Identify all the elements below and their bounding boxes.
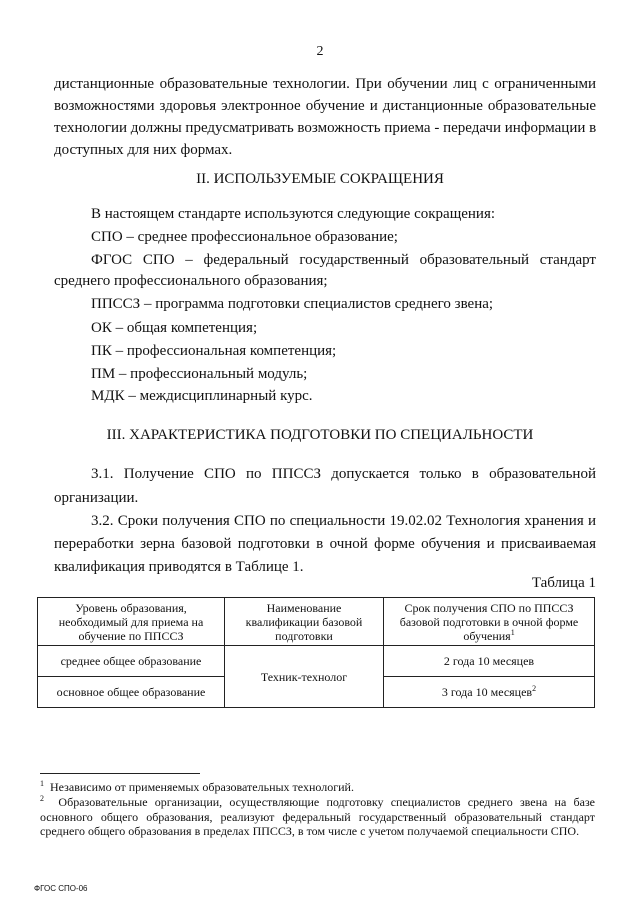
footnote-mark: 1: [40, 779, 44, 788]
abbrev-pm: ПМ – профессиональный модуль;: [91, 366, 308, 382]
paragraph-3-2-continued: переработки зерна базовой подготовки в очной форме обучения и присваиваемая: [54, 536, 596, 552]
text-line: технологии должны предусматривать возможность приема - передачи информации в: [54, 120, 597, 136]
section-3-heading: III. ХАРАКТЕРИСТИКА ПОДГОТОВКИ ПО СПЕЦИАЛЬНОСТИ: [106, 427, 534, 443]
header-education-level: Уровень образования, необходимый для приема на обучение по ППССЗ: [38, 598, 225, 646]
footnote-mark: 2: [40, 794, 44, 803]
table-header-row: [38, 598, 595, 646]
abbrev-fgos-continued: среднего профессионального образования;: [54, 273, 328, 289]
paragraph-3-2-end: квалификация приводятся в Таблице 1.: [54, 559, 304, 575]
text-line: доступных для них формах.: [54, 142, 233, 158]
abbrev-ok: ОК – общая компетенция;: [91, 320, 258, 336]
paragraph-3-1: 3.1. Получение СПО по ППССЗ допускается только в образовательной: [91, 466, 596, 482]
page-number: 2: [316, 44, 324, 59]
table-row: [38, 646, 595, 677]
section-2-heading: II. ИСПОЛЬЗУЕМЫЕ СОКРАЩЕНИЯ: [196, 171, 444, 187]
abbrev-spo: СПО – среднее профессиональное образование;: [91, 229, 398, 245]
abbreviations-intro: В настоящем стандарте используются следующие сокращения:: [91, 206, 496, 222]
paragraph-3-2: 3.2. Сроки получения СПО по специальности 19.02.02 Технология хранения и: [91, 513, 596, 529]
footnote-ref: 1: [510, 627, 515, 637]
header-study-term-text: Срок получения СПО по ППССЗ базовой подготовки в очной форме обучения: [399, 600, 579, 643]
cell-study-term: [384, 677, 595, 708]
footnote-2: [40, 795, 595, 839]
table-caption: Таблица 1: [531, 575, 596, 591]
footnote-ref: 2: [532, 684, 537, 693]
abbrev-pk: ПК – профессиональная компетенция;: [91, 343, 337, 359]
text-line: дистанционные образовательные технологии. При обучении лиц с ограниченными: [54, 76, 596, 92]
footer-code: ФГОС СПО-06: [34, 884, 88, 893]
cell-study-term-text: 2 года 10 месяцев: [443, 654, 535, 668]
header-qualification: Наименование квалификации базовой подготовки: [225, 598, 384, 646]
footnote-separator: [40, 773, 200, 774]
qualification-table: [37, 597, 595, 708]
cell-education-level: среднее общее образование: [38, 646, 225, 677]
abbrev-mdk: МДК – междисциплинарный курс.: [91, 388, 313, 404]
footnote-text: Независимо от применяемых образовательных технологий.: [50, 780, 354, 794]
cell-education-level: основное общее образование: [38, 677, 225, 708]
intro-paragraph: [54, 73, 596, 161]
cell-study-term-text: 3 года 10 месяцев: [441, 685, 533, 699]
text-line: возможностями здоровья электронное обучение и дистанционные образовательные: [54, 98, 596, 114]
abbrev-fgos: ФГОС СПО – федеральный государственный образовательный стандарт: [91, 252, 596, 268]
cell-qualification: Техник-технолог: [225, 646, 384, 708]
footnote-1: [40, 780, 595, 795]
footnote-text: Образовательные организации, осуществляющие подготовку специалистов среднего звена на базе основного общего образования, реализуют федеральный государственный образовательный стандарт среднего общего образования в пределах ППССЗ, в том числе с учетом получаемой специальности СПО.: [40, 795, 596, 838]
paragraph-3-1-continued: организации.: [54, 490, 139, 506]
header-study-term: [384, 598, 595, 646]
abbrev-ppssz: ППССЗ – программа подготовки специалистов среднего звена;: [91, 296, 494, 312]
cell-study-term: [384, 646, 595, 677]
